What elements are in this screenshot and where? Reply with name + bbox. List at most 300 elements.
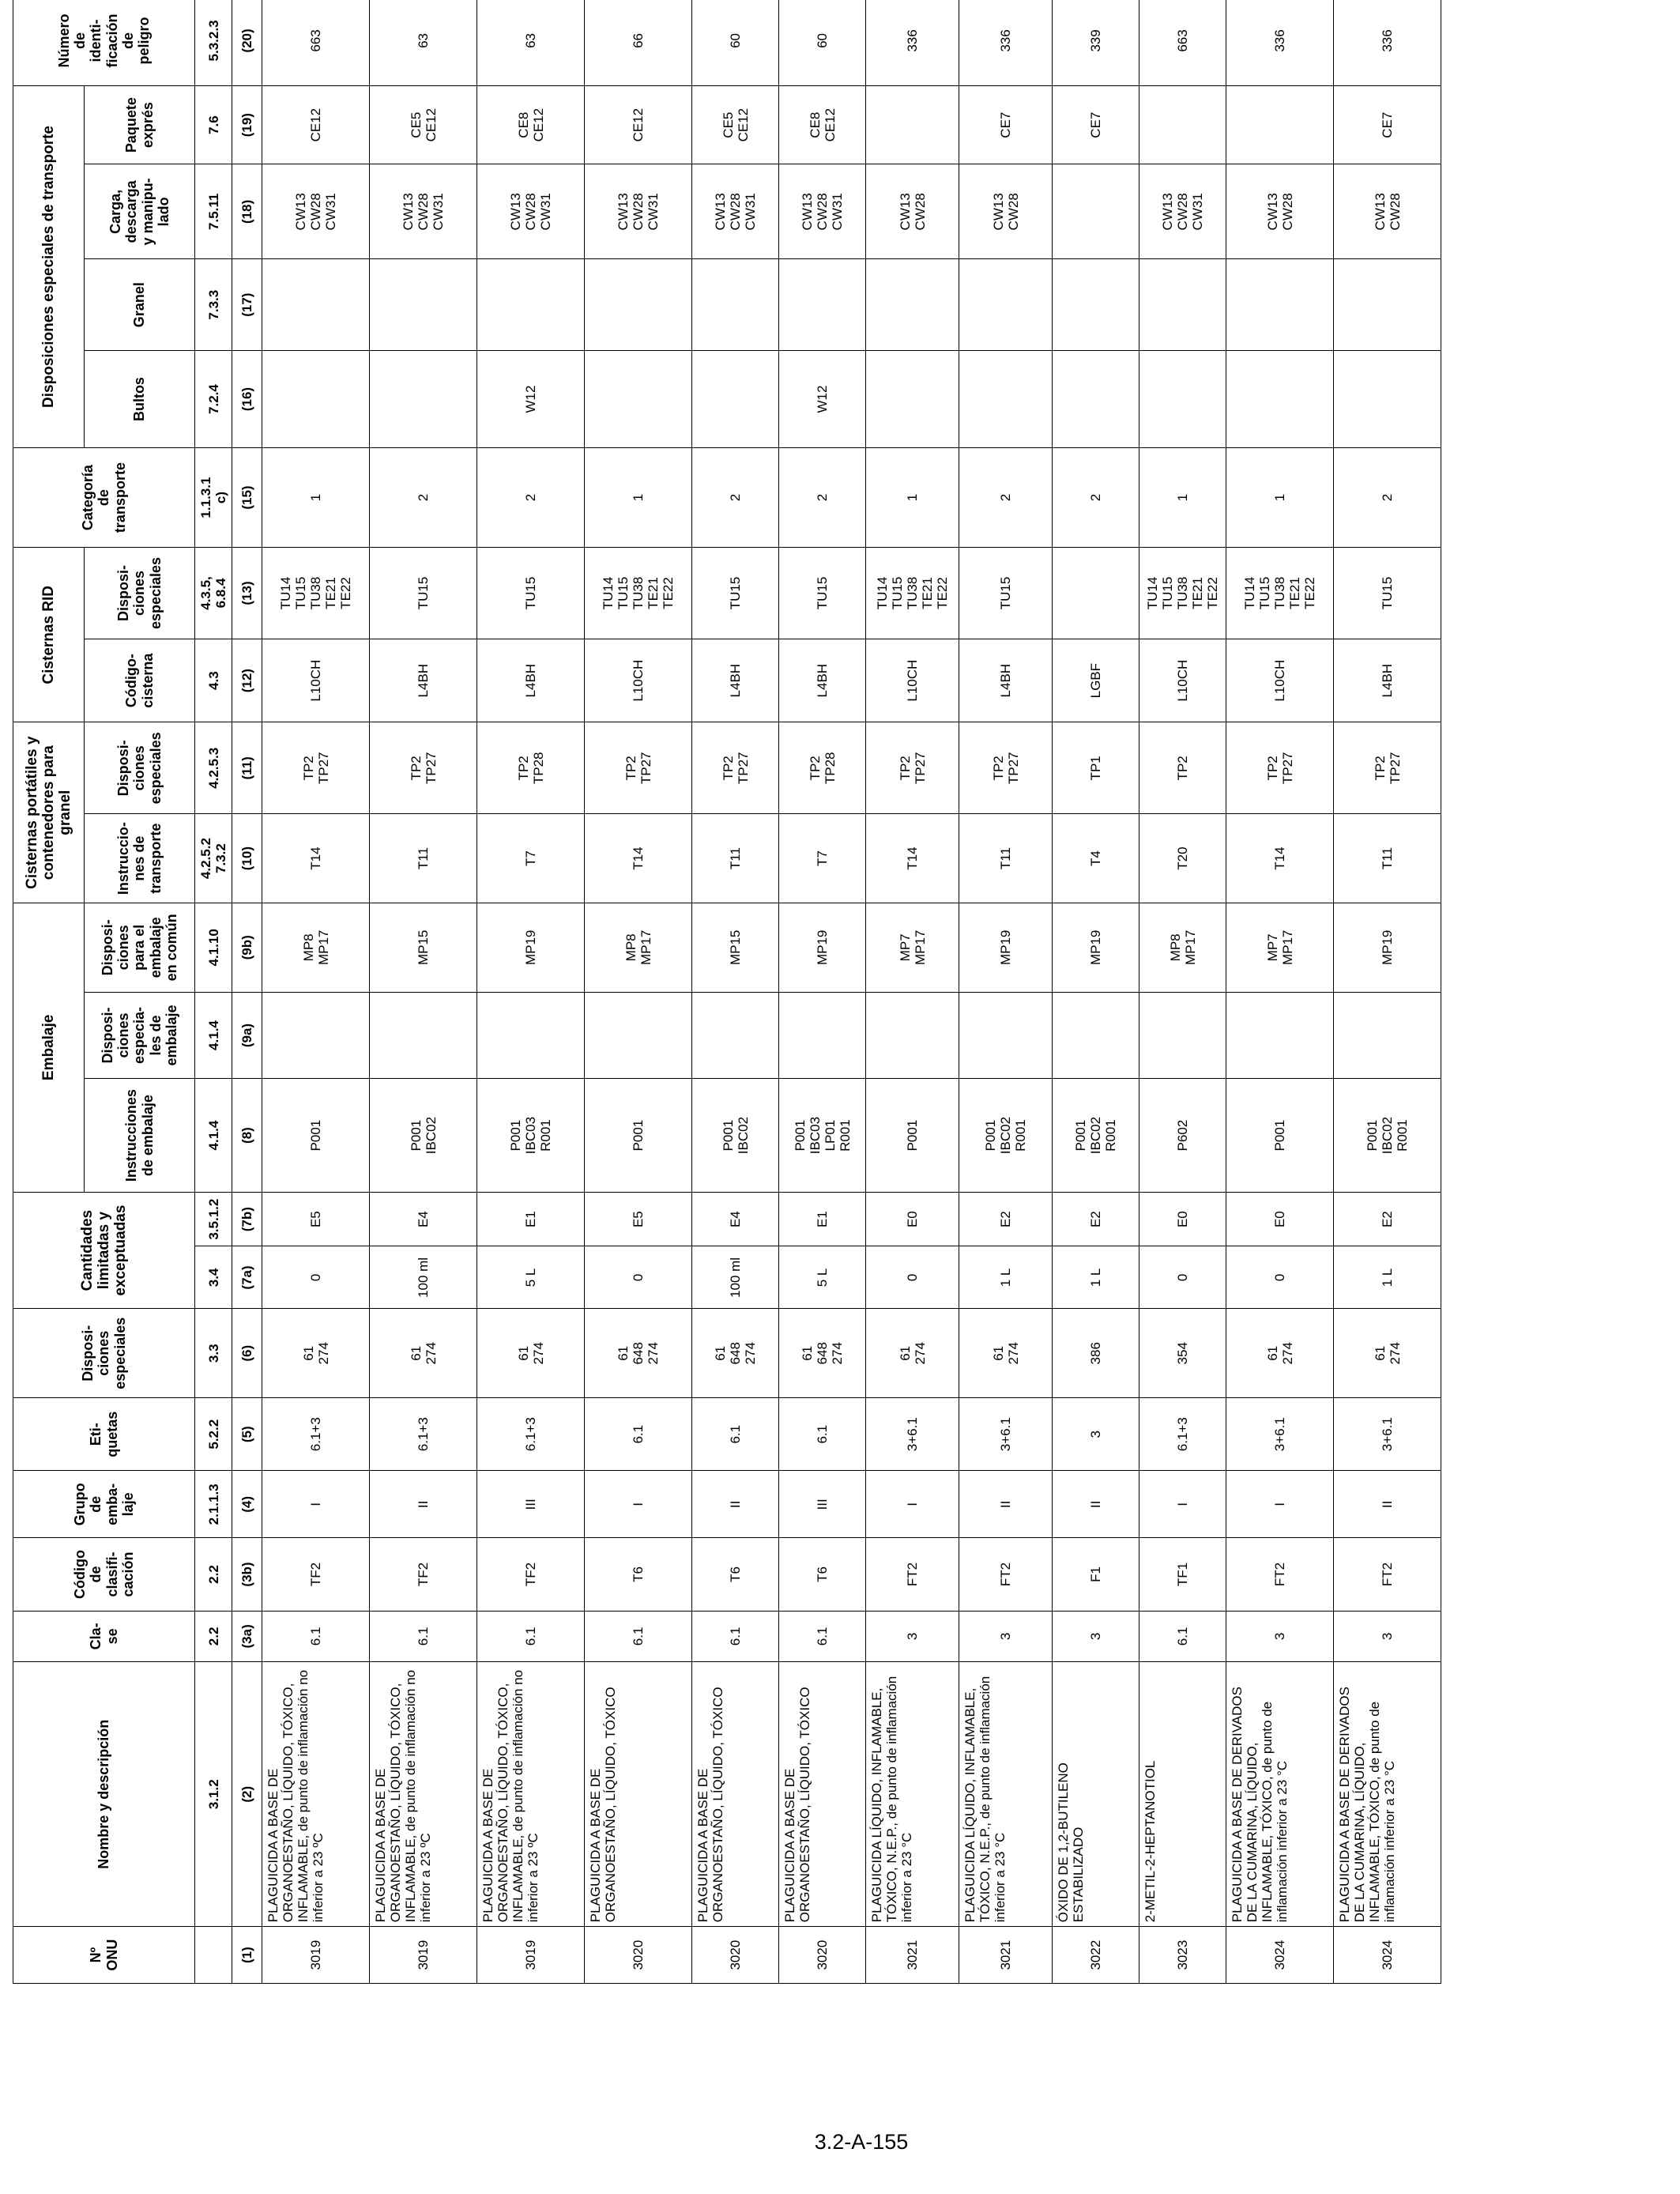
cell-categoria-transporte: 1 xyxy=(866,448,959,548)
cell-disp-embalaje-comun: MP15 xyxy=(370,903,477,992)
cell-carga: CW13 CW28 xyxy=(1226,164,1334,259)
cell-bultos xyxy=(1053,351,1139,448)
cell-disp-especiales-embalaje xyxy=(585,992,692,1079)
ref-categoria-transporte: 1.1.3.1 c) xyxy=(195,448,232,548)
cell-instrucciones-embalaje: P001 xyxy=(585,1079,692,1192)
colnum-instrucciones-transporte: (10) xyxy=(232,814,262,903)
header-disp-cisternas-portatiles: Disposi- ciones especiales xyxy=(85,722,195,814)
ref-nombre: 3.1.2 xyxy=(195,1662,232,1927)
cell-grupo-embalaje: I xyxy=(1226,1471,1334,1538)
cell-clase: 3 xyxy=(1334,1611,1441,1662)
cell-paquete-expres: CE8 CE12 xyxy=(779,85,866,164)
cell-grupo-embalaje: I xyxy=(585,1471,692,1538)
cell-cantidades-limitadas: 1 L xyxy=(959,1246,1053,1309)
cell-cantidades-limitadas: 1 L xyxy=(1334,1246,1441,1309)
colnum-disp-embalaje-comun: (9b) xyxy=(232,903,262,992)
cell-codigo-clasificacion: TF2 xyxy=(477,1538,585,1611)
cell-categoria-transporte: 2 xyxy=(477,448,585,548)
cell-disp-embalaje-comun: MP8 MP17 xyxy=(1139,903,1226,992)
cell-paquete-expres: CE7 xyxy=(1053,85,1139,164)
cell-carga xyxy=(1053,164,1139,259)
colnum-nombre: (2) xyxy=(232,1662,262,1927)
cell-disp-cisternas-portatiles: TP2 TP28 xyxy=(779,722,866,814)
cell-codigo-cisterna: L4BH xyxy=(692,639,779,722)
colnum-bultos: (16) xyxy=(232,351,262,448)
column-number-row xyxy=(232,0,262,1984)
cell-disp-especiales-embalaje xyxy=(779,992,866,1079)
cell-disp-especiales-embalaje xyxy=(1139,992,1226,1079)
cell-instrucciones-transporte: T14 xyxy=(1226,814,1334,903)
cell-grupo-embalaje: II xyxy=(1053,1471,1139,1538)
cell-cantidades-exceptuadas: E1 xyxy=(477,1192,585,1246)
cell-instrucciones-embalaje: P001 IBC02 R001 xyxy=(959,1079,1053,1192)
cell-instrucciones-transporte: T11 xyxy=(370,814,477,903)
colnum-disp-cisternas-rid: (13) xyxy=(232,548,262,639)
colnum-granel: (17) xyxy=(232,259,262,351)
cell-granel xyxy=(262,259,370,351)
table-row xyxy=(866,0,959,1984)
cell-cantidades-exceptuadas: E0 xyxy=(866,1192,959,1246)
cell-codigo-clasificacion: T6 xyxy=(779,1538,866,1611)
cell-cantidades-exceptuadas: E4 xyxy=(692,1192,779,1246)
header-instrucciones-transporte: Instruccio- nes de transporte xyxy=(85,814,195,903)
cell-disposiciones-especiales: 386 xyxy=(1053,1309,1139,1398)
cell-codigo-cisterna: L10CH xyxy=(1226,639,1334,722)
cell-disp-cisternas-rid: TU14 TU15 TU38 TE21 TE22 xyxy=(262,548,370,639)
cell-cantidades-exceptuadas: E5 xyxy=(585,1192,692,1246)
cell-disp-especiales-embalaje xyxy=(1334,992,1441,1079)
cell-disp-especiales-embalaje xyxy=(692,992,779,1079)
cell-bultos xyxy=(370,351,477,448)
cell-categoria-transporte: 2 xyxy=(1334,448,1441,548)
cell-categoria-transporte: 2 xyxy=(692,448,779,548)
cell-codigo-cisterna: L10CH xyxy=(585,639,692,722)
cell-disp-embalaje-comun: MP8 MP17 xyxy=(585,903,692,992)
table-row xyxy=(262,0,370,1984)
cell-clase: 3 xyxy=(866,1611,959,1662)
group-header-row xyxy=(13,0,85,1984)
cell-etiquetas: 6.1 xyxy=(692,1398,779,1471)
dangerous-goods-table xyxy=(13,0,1441,1984)
cell-carga: CW13 CW28 xyxy=(959,164,1053,259)
cell-carga: CW13 CW28 CW31 xyxy=(585,164,692,259)
ref-disp-cisternas-portatiles: 4.2.5.3 xyxy=(195,722,232,814)
cell-codigo-cisterna: L10CH xyxy=(866,639,959,722)
cell-paquete-expres: CE7 xyxy=(959,85,1053,164)
ref-codigo-cisterna: 4.3 xyxy=(195,639,232,722)
cell-disposiciones-especiales: 61 648 274 xyxy=(585,1309,692,1398)
cell-onu: 3022 xyxy=(1053,1927,1139,1984)
cell-numero-peligro: 60 xyxy=(692,0,779,85)
cell-etiquetas: 3+6.1 xyxy=(1334,1398,1441,1471)
cell-cantidades-limitadas: 100 ml xyxy=(370,1246,477,1309)
cell-cantidades-limitadas: 5 L xyxy=(779,1246,866,1309)
cell-bultos xyxy=(866,351,959,448)
cell-instrucciones-embalaje: P001 xyxy=(866,1079,959,1192)
cell-disp-especiales-embalaje xyxy=(959,992,1053,1079)
cell-categoria-transporte: 1 xyxy=(1226,448,1334,548)
cell-disp-cisternas-portatiles: TP2 TP28 xyxy=(477,722,585,814)
cell-disp-embalaje-comun: MP8 MP17 xyxy=(262,903,370,992)
cell-etiquetas: 6.1 xyxy=(779,1398,866,1471)
cell-disp-especiales-embalaje xyxy=(1226,992,1334,1079)
table-row xyxy=(1226,0,1334,1984)
cell-cantidades-limitadas: 0 xyxy=(1226,1246,1334,1309)
cell-instrucciones-transporte: T11 xyxy=(1334,814,1441,903)
cell-cantidades-exceptuadas: E2 xyxy=(1053,1192,1139,1246)
cell-codigo-cisterna: L4BH xyxy=(370,639,477,722)
cell-numero-peligro: 336 xyxy=(959,0,1053,85)
cell-categoria-transporte: 2 xyxy=(370,448,477,548)
ref-onu xyxy=(195,1927,232,1984)
cell-clase: 3 xyxy=(959,1611,1053,1662)
ref-granel: 7.3.3 xyxy=(195,259,232,351)
cell-instrucciones-transporte: T7 xyxy=(477,814,585,903)
cell-onu: 3020 xyxy=(692,1927,779,1984)
header-disp-especiales-embalaje: Disposi- ciones especia- les de embalaje xyxy=(85,992,195,1079)
cell-etiquetas: 3+6.1 xyxy=(866,1398,959,1471)
cell-cantidades-exceptuadas: E4 xyxy=(370,1192,477,1246)
ref-codigo-clasificacion: 2.2 xyxy=(195,1538,232,1611)
cell-codigo-cisterna: L4BH xyxy=(779,639,866,722)
cell-grupo-embalaje: I xyxy=(1139,1471,1226,1538)
cell-disposiciones-especiales: 61 274 xyxy=(370,1309,477,1398)
header-grupo-embalaje: Grupo de emba- laje xyxy=(13,1471,195,1538)
colnum-numero-peligro: (20) xyxy=(232,0,262,85)
cell-onu: 3019 xyxy=(477,1927,585,1984)
cell-cantidades-limitadas: 0 xyxy=(585,1246,692,1309)
cell-disp-cisternas-rid: TU14 TU15 TU38 TE21 TE22 xyxy=(585,548,692,639)
cell-numero-peligro: 336 xyxy=(1226,0,1334,85)
colnum-cantidades-limitadas: (7a) xyxy=(232,1246,262,1309)
cell-carga: CW13 CW28 CW31 xyxy=(262,164,370,259)
cell-cantidades-limitadas: 1 L xyxy=(1053,1246,1139,1309)
cell-disp-especiales-embalaje xyxy=(1053,992,1139,1079)
cell-disp-especiales-embalaje xyxy=(866,992,959,1079)
cell-disp-cisternas-rid: TU14 TU15 TU38 TE21 TE22 xyxy=(1226,548,1334,639)
cell-instrucciones-embalaje: P001 xyxy=(262,1079,370,1192)
cell-clase: 6.1 xyxy=(585,1611,692,1662)
cell-disp-cisternas-rid: TU15 xyxy=(779,548,866,639)
cell-clase: 6.1 xyxy=(370,1611,477,1662)
cell-nombre: PLAGUICIDA A BASE DE DERIVADOS DE LA CUMARINA, LÍQUIDO, INFLAMABLE, TÓXICO, de punto de inflamación inferior a 23 °C xyxy=(1334,1662,1441,1927)
table-row xyxy=(959,0,1053,1984)
cell-granel xyxy=(866,259,959,351)
cell-codigo-clasificacion: TF1 xyxy=(1139,1538,1226,1611)
group-cisternas-portatiles: Cisternas portátiles y contenedores para granel xyxy=(13,722,85,903)
page-number: 3.2-A-155 xyxy=(814,2130,909,2154)
cell-onu: 3020 xyxy=(779,1927,866,1984)
ref-instrucciones-embalaje: 4.1.4 xyxy=(195,1079,232,1192)
colnum-clase: (3a) xyxy=(232,1611,262,1662)
cell-disp-cisternas-portatiles: TP1 xyxy=(1053,722,1139,814)
cell-disp-embalaje-comun: MP19 xyxy=(959,903,1053,992)
cell-disp-cisternas-portatiles: TP2 TP27 xyxy=(959,722,1053,814)
cell-etiquetas: 3+6.1 xyxy=(1226,1398,1334,1471)
cell-numero-peligro: 66 xyxy=(585,0,692,85)
cell-disp-cisternas-portatiles: TP2 xyxy=(1139,722,1226,814)
cell-bultos xyxy=(585,351,692,448)
cell-codigo-cisterna: L4BH xyxy=(1334,639,1441,722)
cell-onu: 3024 xyxy=(1226,1927,1334,1984)
cell-codigo-clasificacion: TF2 xyxy=(370,1538,477,1611)
colnum-onu: (1) xyxy=(232,1927,262,1984)
cell-instrucciones-embalaje: P001 IBC02 R001 xyxy=(1053,1079,1139,1192)
cell-cantidades-limitadas: 0 xyxy=(262,1246,370,1309)
cell-disp-cisternas-rid: TU15 xyxy=(1334,548,1441,639)
cell-codigo-cisterna: L4BH xyxy=(959,639,1053,722)
header-clase: Cla- se xyxy=(13,1611,195,1662)
cell-cantidades-limitadas: 5 L xyxy=(477,1246,585,1309)
cell-onu: 3021 xyxy=(959,1927,1053,1984)
cell-granel xyxy=(692,259,779,351)
ref-bultos: 7.2.4 xyxy=(195,351,232,448)
cell-onu: 3023 xyxy=(1139,1927,1226,1984)
cell-numero-peligro: 63 xyxy=(477,0,585,85)
cell-disposiciones-especiales: 61 648 274 xyxy=(779,1309,866,1398)
cell-disp-cisternas-portatiles: TP2 TP27 xyxy=(585,722,692,814)
table-row xyxy=(1334,0,1441,1984)
cell-codigo-cisterna: L4BH xyxy=(477,639,585,722)
cell-etiquetas: 6.1+3 xyxy=(370,1398,477,1471)
cell-codigo-clasificacion: T6 xyxy=(585,1538,692,1611)
cell-onu: 3019 xyxy=(262,1927,370,1984)
header-codigo-clasificacion: Código de clasifi- cación xyxy=(13,1538,195,1611)
colnum-cantidades-exceptuadas: (7b) xyxy=(232,1192,262,1246)
cell-disp-cisternas-rid: TU15 xyxy=(477,548,585,639)
cell-carga: CW13 CW28 CW31 xyxy=(370,164,477,259)
cell-disp-especiales-embalaje xyxy=(262,992,370,1079)
cell-nombre: PLAGUICIDA A BASE DE ORGANOESTAÑO, LÍQUIDO, TÓXICO xyxy=(692,1662,779,1927)
cell-instrucciones-transporte: T11 xyxy=(692,814,779,903)
cell-disposiciones-especiales: 61 648 274 xyxy=(692,1309,779,1398)
cell-granel xyxy=(585,259,692,351)
cell-cantidades-exceptuadas: E2 xyxy=(1334,1192,1441,1246)
cell-disp-cisternas-rid: TU14 TU15 TU38 TE21 TE22 xyxy=(866,548,959,639)
header-nombre: Nombre y descripción xyxy=(13,1662,195,1927)
cell-categoria-transporte: 1 xyxy=(585,448,692,548)
ref-instrucciones-transporte: 4.2.5.2 7.3.2 xyxy=(195,814,232,903)
cell-categoria-transporte: 2 xyxy=(1053,448,1139,548)
cell-disp-cisternas-rid: TU15 xyxy=(692,548,779,639)
cell-nombre: PLAGUICIDA LÍQUIDO, INFLAMABLE, TÓXICO, N.E.P., de punto de inflamación inferior a 23 °C xyxy=(866,1662,959,1927)
header-disp-embalaje-comun: Disposi- ciones para el embalaje en común xyxy=(85,903,195,992)
cell-codigo-clasificacion: TF2 xyxy=(262,1538,370,1611)
colnum-codigo-clasificacion: (3b) xyxy=(232,1538,262,1611)
cell-categoria-transporte: 2 xyxy=(779,448,866,548)
cell-grupo-embalaje: I xyxy=(866,1471,959,1538)
cell-instrucciones-embalaje: P001 IBC02 xyxy=(692,1079,779,1192)
cell-codigo-clasificacion: FT2 xyxy=(959,1538,1053,1611)
header-numero-peligro: Número de identi- ficación de peligro xyxy=(13,0,195,85)
cell-bultos xyxy=(1226,351,1334,448)
cell-disposiciones-especiales: 61 274 xyxy=(1226,1309,1334,1398)
ref-disp-embalaje-comun: 4.1.10 xyxy=(195,903,232,992)
cell-granel xyxy=(959,259,1053,351)
ref-numero-peligro: 5.3.2.3 xyxy=(195,0,232,85)
cell-granel xyxy=(1139,259,1226,351)
cell-paquete-expres xyxy=(1226,85,1334,164)
cell-etiquetas: 6.1+3 xyxy=(1139,1398,1226,1471)
cell-disposiciones-especiales: 61 274 xyxy=(262,1309,370,1398)
cell-nombre: PLAGUICIDA A BASE DE ORGANOESTAÑO, LÍQUIDO, TÓXICO xyxy=(585,1662,692,1927)
cell-cantidades-exceptuadas: E0 xyxy=(1226,1192,1334,1246)
cell-codigo-clasificacion: T6 xyxy=(692,1538,779,1611)
cell-grupo-embalaje: I xyxy=(262,1471,370,1538)
cell-disposiciones-especiales: 61 274 xyxy=(1334,1309,1441,1398)
cell-codigo-clasificacion: F1 xyxy=(1053,1538,1139,1611)
cell-bultos xyxy=(1139,351,1226,448)
cell-nombre: PLAGUICIDA A BASE DE ORGANOESTAÑO, LÍQUIDO, TÓXICO xyxy=(779,1662,866,1927)
cell-bultos xyxy=(959,351,1053,448)
cell-clase: 6.1 xyxy=(779,1611,866,1662)
colnum-paquete-expres: (19) xyxy=(232,85,262,164)
header-carga: Carga, descarga y manipu- lado xyxy=(85,164,195,259)
cell-onu: 3021 xyxy=(866,1927,959,1984)
cell-bultos xyxy=(1334,351,1441,448)
cell-instrucciones-transporte: T7 xyxy=(779,814,866,903)
cell-disp-cisternas-rid: TU15 xyxy=(959,548,1053,639)
cell-disp-especiales-embalaje xyxy=(477,992,585,1079)
cell-grupo-embalaje: II xyxy=(959,1471,1053,1538)
ref-disp-cisternas-rid: 4.3.5, 6.8.4 xyxy=(195,548,232,639)
cell-paquete-expres: CE7 xyxy=(1334,85,1441,164)
cell-disp-embalaje-comun: MP19 xyxy=(779,903,866,992)
cell-disp-cisternas-portatiles: TP2 TP27 xyxy=(692,722,779,814)
cell-paquete-expres: CE12 xyxy=(262,85,370,164)
colnum-etiquetas: (5) xyxy=(232,1398,262,1471)
cell-disp-cisternas-portatiles: TP2 TP27 xyxy=(1226,722,1334,814)
cell-grupo-embalaje: III xyxy=(477,1471,585,1538)
cell-instrucciones-embalaje: P602 xyxy=(1139,1079,1226,1192)
header-onu: Nº ONU xyxy=(13,1927,195,1984)
cell-granel xyxy=(1053,259,1139,351)
cell-onu: 3020 xyxy=(585,1927,692,1984)
colnum-grupo-embalaje: (4) xyxy=(232,1471,262,1538)
cell-instrucciones-transporte: T20 xyxy=(1139,814,1226,903)
cell-instrucciones-transporte: T14 xyxy=(262,814,370,903)
cell-bultos xyxy=(262,351,370,448)
cell-nombre: ÓXIDO DE 1,2-BUTILENO ESTABILIZADO xyxy=(1053,1662,1139,1927)
cell-instrucciones-transporte: T14 xyxy=(585,814,692,903)
cell-codigo-cisterna: L10CH xyxy=(262,639,370,722)
cell-numero-peligro: 63 xyxy=(370,0,477,85)
cell-disp-cisternas-portatiles: TP2 TP27 xyxy=(866,722,959,814)
cell-categoria-transporte: 1 xyxy=(1139,448,1226,548)
cell-disp-embalaje-comun: MP19 xyxy=(477,903,585,992)
header-categoria-transporte: Categoría de transporte xyxy=(13,448,195,548)
cell-disp-cisternas-portatiles: TP2 TP27 xyxy=(370,722,477,814)
cell-disposiciones-especiales: 61 274 xyxy=(959,1309,1053,1398)
cell-grupo-embalaje: II xyxy=(370,1471,477,1538)
cell-cantidades-exceptuadas: E1 xyxy=(779,1192,866,1246)
cell-disp-cisternas-portatiles: TP2 TP27 xyxy=(262,722,370,814)
cell-etiquetas: 3 xyxy=(1053,1398,1139,1471)
cell-paquete-expres: CE12 xyxy=(585,85,692,164)
cell-carga: CW13 CW28 CW31 xyxy=(779,164,866,259)
cell-disposiciones-especiales: 61 274 xyxy=(866,1309,959,1398)
cell-cantidades-exceptuadas: E2 xyxy=(959,1192,1053,1246)
cell-carga: CW13 CW28 CW31 xyxy=(692,164,779,259)
cell-clase: 6.1 xyxy=(1139,1611,1226,1662)
group-disposiciones-transporte: Disposiciones especiales de transporte xyxy=(13,85,85,447)
cell-disp-embalaje-comun: MP19 xyxy=(1053,903,1139,992)
cell-bultos: W12 xyxy=(477,351,585,448)
cell-disp-especiales-embalaje xyxy=(370,992,477,1079)
cell-clase: 6.1 xyxy=(692,1611,779,1662)
cell-paquete-expres: CE5 CE12 xyxy=(692,85,779,164)
cell-paquete-expres: CE8 CE12 xyxy=(477,85,585,164)
cell-numero-peligro: 663 xyxy=(262,0,370,85)
header-disp-cisternas-rid: Disposi- ciones especiales xyxy=(85,548,195,639)
cell-disp-embalaje-comun: MP15 xyxy=(692,903,779,992)
cell-cantidades-limitadas: 0 xyxy=(1139,1246,1226,1309)
table-row xyxy=(370,0,477,1984)
cell-nombre: PLAGUICIDA A BASE DE ORGANOESTAÑO, LÍQUIDO, TÓXICO, INFLAMABLE, de punto de inflamación no inferior a 23 ºC xyxy=(477,1662,585,1927)
table-row xyxy=(1139,0,1226,1984)
cell-grupo-embalaje: II xyxy=(1334,1471,1441,1538)
cell-clase: 3 xyxy=(1226,1611,1334,1662)
table-row xyxy=(692,0,779,1984)
cell-instrucciones-embalaje: P001 IBC03 LP01 R001 xyxy=(779,1079,866,1192)
cell-cantidades-limitadas: 100 ml xyxy=(692,1246,779,1309)
ref-etiquetas: 5.2.2 xyxy=(195,1398,232,1471)
colnum-disp-cisternas-portatiles: (11) xyxy=(232,722,262,814)
cell-etiquetas: 3+6.1 xyxy=(959,1398,1053,1471)
cell-cantidades-exceptuadas: E0 xyxy=(1139,1192,1226,1246)
colnum-carga: (18) xyxy=(232,164,262,259)
cell-granel xyxy=(779,259,866,351)
cell-clase: 3 xyxy=(1053,1611,1139,1662)
cell-paquete-expres xyxy=(866,85,959,164)
cell-carga: CW13 CW28 xyxy=(866,164,959,259)
cell-paquete-expres xyxy=(1139,85,1226,164)
cell-codigo-clasificacion: FT2 xyxy=(1226,1538,1334,1611)
cell-nombre: PLAGUICIDA LÍQUIDO, INFLAMABLE, TÓXICO, N.E.P., de punto de inflamación inferior a 23 °C xyxy=(959,1662,1053,1927)
cell-paquete-expres: CE5 CE12 xyxy=(370,85,477,164)
colnum-instrucciones-embalaje: (8) xyxy=(232,1079,262,1192)
cell-instrucciones-embalaje: P001 xyxy=(1226,1079,1334,1192)
header-etiquetas: Eti- quetas xyxy=(13,1398,195,1471)
ref-disposiciones-especiales: 3.3 xyxy=(195,1309,232,1398)
cell-disp-embalaje-comun: MP19 xyxy=(1334,903,1441,992)
cell-grupo-embalaje: III xyxy=(779,1471,866,1538)
cell-onu: 3019 xyxy=(370,1927,477,1984)
cell-granel xyxy=(477,259,585,351)
cell-etiquetas: 6.1 xyxy=(585,1398,692,1471)
group-cisternas-rid: Cisternas RID xyxy=(13,548,85,722)
table-row xyxy=(779,0,866,1984)
cell-etiquetas: 6.1+3 xyxy=(262,1398,370,1471)
header-bultos: Bultos xyxy=(85,351,195,448)
cell-cantidades-limitadas: 0 xyxy=(866,1246,959,1309)
header-instrucciones-embalaje: Instrucciones de embalaje xyxy=(85,1079,195,1192)
colnum-categoria-transporte: (15) xyxy=(232,448,262,548)
cell-codigo-cisterna: L10CH xyxy=(1139,639,1226,722)
cell-grupo-embalaje: II xyxy=(692,1471,779,1538)
cell-nombre: PLAGUICIDA A BASE DE DERIVADOS DE LA CUMARINA, LÍQUIDO, INFLAMABLE, TÓXICO, de punto de inflamación inferior a 23 °C xyxy=(1226,1662,1334,1927)
cell-etiquetas: 6.1+3 xyxy=(477,1398,585,1471)
cell-carga: CW13 CW28 CW31 xyxy=(1139,164,1226,259)
ref-cantidades-limitadas: 3.4 xyxy=(195,1246,232,1309)
cell-disp-cisternas-rid: TU14 TU15 TU38 TE21 TE22 xyxy=(1139,548,1226,639)
cell-numero-peligro: 339 xyxy=(1053,0,1139,85)
ref-cantidades-exceptuadas: 3.5.1.2 xyxy=(195,1192,232,1246)
cell-bultos xyxy=(692,351,779,448)
cell-instrucciones-embalaje: P001 IBC02 xyxy=(370,1079,477,1192)
cell-numero-peligro: 60 xyxy=(779,0,866,85)
cell-disp-cisternas-rid: TU15 xyxy=(370,548,477,639)
